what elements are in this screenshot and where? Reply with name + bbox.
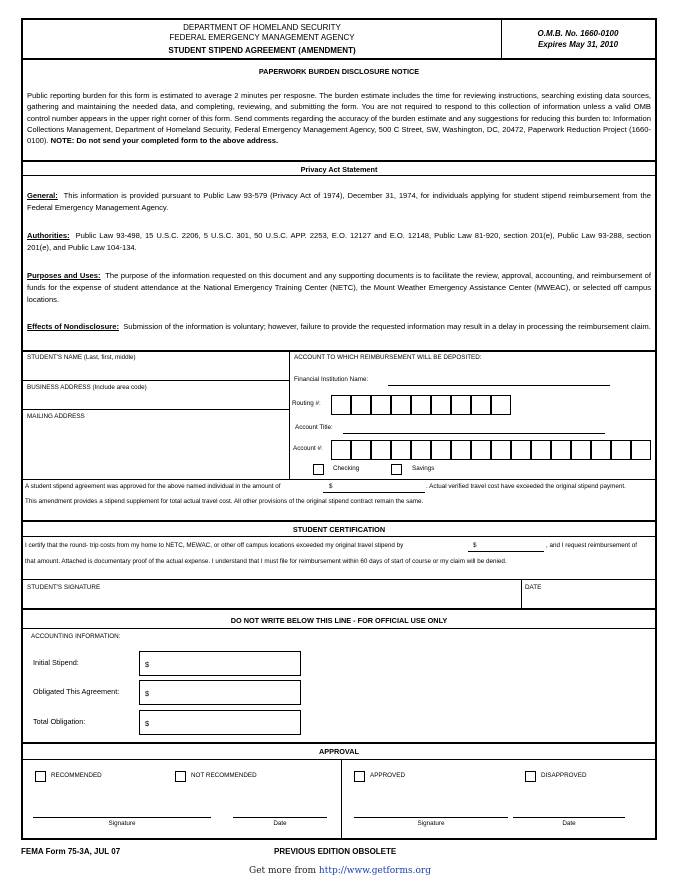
note-text: Do not send your completed form to the above address. — [76, 136, 279, 146]
mailing-address-label: MAILING ADDRESS — [27, 413, 85, 420]
account-title-field[interactable] — [343, 433, 605, 434]
certification-title-rule — [23, 536, 655, 537]
approver-date-label: Date — [562, 820, 576, 827]
header-bottom-rule — [23, 58, 655, 60]
certification-title: STUDENT CERTIFICATION — [292, 525, 386, 534]
approval-title-rule — [23, 759, 655, 760]
burden-title: PAPERWORK BURDEN DISCLOSURE NOTICE — [258, 67, 420, 76]
recommender-date-field[interactable] — [233, 817, 327, 818]
approved-checkbox[interactable] — [354, 771, 365, 782]
approved-label: APPROVED — [370, 772, 405, 779]
burden-body: Public reporting burden for this form is estimated to average 2 minutes per resposne. The burden estimate includes the time for reviewing instructions, searching existing data sources, gathering and maintaining the needed data, and completing, reviewing, and submitting the form. You are not required to respond to this collection of information unless a valid OMB control number appears in the upper right corner of this form. Send comments regarding the accuracy of the burden estimate and any suggestions for reducing this burden to: Information Collections Management, Department of Homeland Security, Federal Emergency Management Agency, 500 C Street, SW, Washington, DC, 20472, Paperwork Reduction Project (1660-0100). — [27, 91, 651, 146]
privacy-general — [27, 190, 651, 214]
account-digit[interactable] — [631, 440, 651, 460]
approved-dollar-sign: $ — [329, 483, 333, 490]
routing-digit[interactable] — [451, 395, 471, 415]
privacy-bottom-rule — [23, 350, 655, 352]
official-use-title: DO NOT WRITE BELOW THIS LINE - FOR OFFICIAL USE ONLY — [230, 616, 448, 625]
business-rule — [23, 409, 289, 410]
account-digit[interactable] — [511, 440, 531, 460]
total-dollar-sign: $ — [145, 719, 150, 728]
business-address-field[interactable] — [27, 392, 285, 408]
checking-checkbox[interactable] — [313, 464, 324, 475]
authorities-label: Authorities: — [27, 231, 70, 240]
routing-digit[interactable] — [431, 395, 451, 415]
signature-date-divider — [521, 579, 522, 608]
privacy-effects — [27, 321, 651, 333]
actual-cost-text: . Actual verified travel cost have exceeded the original stipend payment. — [426, 483, 626, 490]
previous-edition-notice: PREVIOUS EDITION OBSOLETE — [274, 847, 397, 856]
official-bottom-rule — [23, 742, 655, 744]
purposes-label: Purposes and Uses: — [27, 271, 101, 280]
student-bottom-rule — [23, 479, 655, 480]
savings-label: Savings — [412, 465, 435, 472]
certification-amount-field[interactable] — [468, 551, 544, 552]
note-label: NOTE: — [50, 136, 75, 146]
accounting-info-label: ACCOUNTING INFORMATION: — [31, 633, 121, 640]
student-name-label: STUDENT'S NAME (Last, first, middle) — [27, 354, 136, 361]
total-obligation-field[interactable] — [139, 710, 301, 735]
account-number-label: Account #: — [293, 445, 323, 452]
disapproved-label: DISAPPROVED — [541, 772, 587, 779]
routing-digit[interactable] — [391, 395, 411, 415]
initial-dollar-sign: $ — [145, 660, 150, 669]
recommender-date-label: Date — [273, 820, 287, 827]
approved-amount-field[interactable] — [323, 492, 425, 493]
getforms-footer — [0, 866, 680, 876]
initial-stipend-field[interactable] — [139, 651, 301, 676]
privacy-title-rule — [23, 175, 655, 176]
mailing-address-field[interactable] — [27, 422, 285, 476]
obligated-dollar-sign: $ — [145, 689, 150, 698]
recommender-signature-field[interactable] — [33, 817, 211, 818]
certification-line1-end: , and I request reimbursement of — [546, 542, 638, 549]
privacy-authorities — [27, 230, 651, 254]
getforms-link[interactable]: http://www.getforms.org — [318, 866, 431, 876]
approver-date-field[interactable] — [513, 817, 625, 818]
account-digit[interactable] — [531, 440, 551, 460]
routing-label: Routing #: — [292, 400, 321, 407]
institution-label: Financial Institution Name: — [294, 376, 369, 383]
department-name: DEPARTMENT OF HOMELAND SECURITY — [183, 23, 341, 32]
effects-label: Effects of Nondisclosure: — [27, 322, 119, 331]
approval-divider — [341, 759, 342, 840]
recommended-checkbox[interactable] — [35, 771, 46, 782]
account-title-label: Account Title: — [295, 424, 333, 431]
not-recommended-label: NOT RECOMMENDED — [191, 772, 257, 779]
obligated-label: Obligated This Agreement: — [33, 687, 120, 696]
certification-line1: I certify that the round- trip costs from my home to NETC, MEWAC, or other off campus locations exceeded my original travel stipend by — [25, 542, 404, 549]
burden-text — [27, 90, 651, 146]
approver-signature-label: Signature — [417, 820, 445, 827]
obligated-field[interactable] — [139, 680, 301, 705]
total-obligation-label: Total Obligation: — [33, 717, 86, 726]
institution-field[interactable] — [388, 385, 610, 386]
student-name-field[interactable] — [27, 362, 285, 380]
general-text: This information is provided pursuant to Public Law 93-579 (Privacy Act of 1974), December 31, 1974, for individuals applying for student stipend reimbursement from the Federal Emergency Management Agency. — [27, 191, 651, 212]
agency-name: FEDERAL EMERGENCY MANAGEMENT AGENCY — [169, 33, 355, 42]
account-digit[interactable] — [411, 440, 431, 460]
account-digit[interactable] — [331, 440, 351, 460]
official-use-rule — [23, 628, 655, 629]
omb-number: O.M.B. No. 1660-0100 — [537, 29, 619, 38]
authorities-text: Public Law 93-498, 15 U.S.C. 2206, 5 U.S.C. 301, 50 U.S.C. APP. 2253, E.O. 12127 and E.O. 12148, Public Law 81-920, section 201(e), Public Law 93-288, section 201(e), and Public Law 104-134. — [27, 231, 651, 252]
certification-line2: that amount. Attached is documentary proof of the actual expense. I understand that I must file for reimbursement within 60 days of start of course or my claim will be denied. — [25, 558, 507, 565]
routing-digit[interactable] — [471, 395, 491, 415]
account-number-boxes[interactable] — [331, 440, 653, 460]
approval-title: APPROVAL — [318, 747, 359, 756]
general-label: General: — [27, 191, 58, 200]
student-signature-label: STUDENT'S SIGNATURE — [27, 584, 101, 591]
form-frame — [21, 18, 657, 840]
account-digit[interactable] — [371, 440, 391, 460]
account-heading: ACCOUNT TO WHICH REIMBURSEMENT WILL BE DEPOSITED: — [294, 354, 482, 361]
effects-text: Submission of the information is voluntary; however, failure to provide the requested information may result in a delay in processing the reimbursement claim. — [123, 322, 651, 331]
form-title: STUDENT STIPEND AGREEMENT (AMENDMENT) — [168, 46, 356, 55]
account-digit[interactable] — [391, 440, 411, 460]
amendment-text: This amendment provides a stipend supplement for total actual travel cost. All other provisions of the original stipend contract remain the same. — [25, 498, 424, 505]
routing-digit[interactable] — [491, 395, 511, 415]
routing-digit[interactable] — [371, 395, 391, 415]
approved-amount-text: A student stipend agreement was approved for the above named individual in the amount of — [25, 483, 281, 490]
recommended-label: RECOMMENDED — [51, 772, 102, 779]
routing-digit[interactable] — [351, 395, 371, 415]
account-digit[interactable] — [471, 440, 491, 460]
approver-signature-field[interactable] — [354, 817, 508, 818]
certification-bottom-rule — [23, 608, 655, 610]
expiration-date: Expires May 31, 2010 — [537, 40, 619, 49]
routing-number-boxes[interactable] — [331, 395, 513, 415]
account-digit[interactable] — [451, 440, 471, 460]
form-number: FEMA Form 75-3A, JUL 07 — [21, 847, 121, 856]
header-divider — [501, 20, 502, 58]
business-address-label: BUSINESS ADDRESS (Include area code) — [27, 384, 147, 391]
initial-stipend-label: Initial Stipend: — [33, 658, 79, 667]
student-date-field[interactable] — [525, 593, 651, 607]
account-digit[interactable] — [571, 440, 591, 460]
routing-digit[interactable] — [331, 395, 351, 415]
account-digit[interactable] — [551, 440, 571, 460]
disapproved-checkbox[interactable] — [525, 771, 536, 782]
checking-label: Checking — [333, 465, 360, 472]
certification-rule — [23, 579, 655, 580]
privacy-purposes — [27, 270, 651, 306]
burden-bottom-rule — [23, 160, 655, 162]
getmore-text: Get more from — [249, 866, 317, 876]
student-signature-field[interactable] — [27, 593, 517, 607]
certification-dollar-sign: $ — [473, 542, 477, 549]
account-digit[interactable] — [431, 440, 451, 460]
account-digit[interactable] — [491, 440, 511, 460]
routing-digit[interactable] — [411, 395, 431, 415]
account-digit[interactable] — [591, 440, 611, 460]
savings-checkbox[interactable] — [391, 464, 402, 475]
privacy-title: Privacy Act Statement — [300, 165, 378, 174]
agreement-bottom-rule — [23, 520, 655, 522]
not-recommended-checkbox[interactable] — [175, 771, 186, 782]
recommender-signature-label: Signature — [108, 820, 136, 827]
student-divider — [289, 351, 290, 479]
account-digit[interactable] — [611, 440, 631, 460]
purposes-text: The purpose of the information requested on this document and any supporting documents is to facilitate the review, approval, accounting, and reimbursement of funds for the expense of student attendance at the National Emergency Training Center (NETC), the Mount Weather Emergency Assistance Center (MWEAC), or selected off campus locations. — [27, 271, 651, 304]
account-digit[interactable] — [351, 440, 371, 460]
student-date-label: DATE — [525, 584, 542, 591]
name-rule — [23, 380, 289, 381]
